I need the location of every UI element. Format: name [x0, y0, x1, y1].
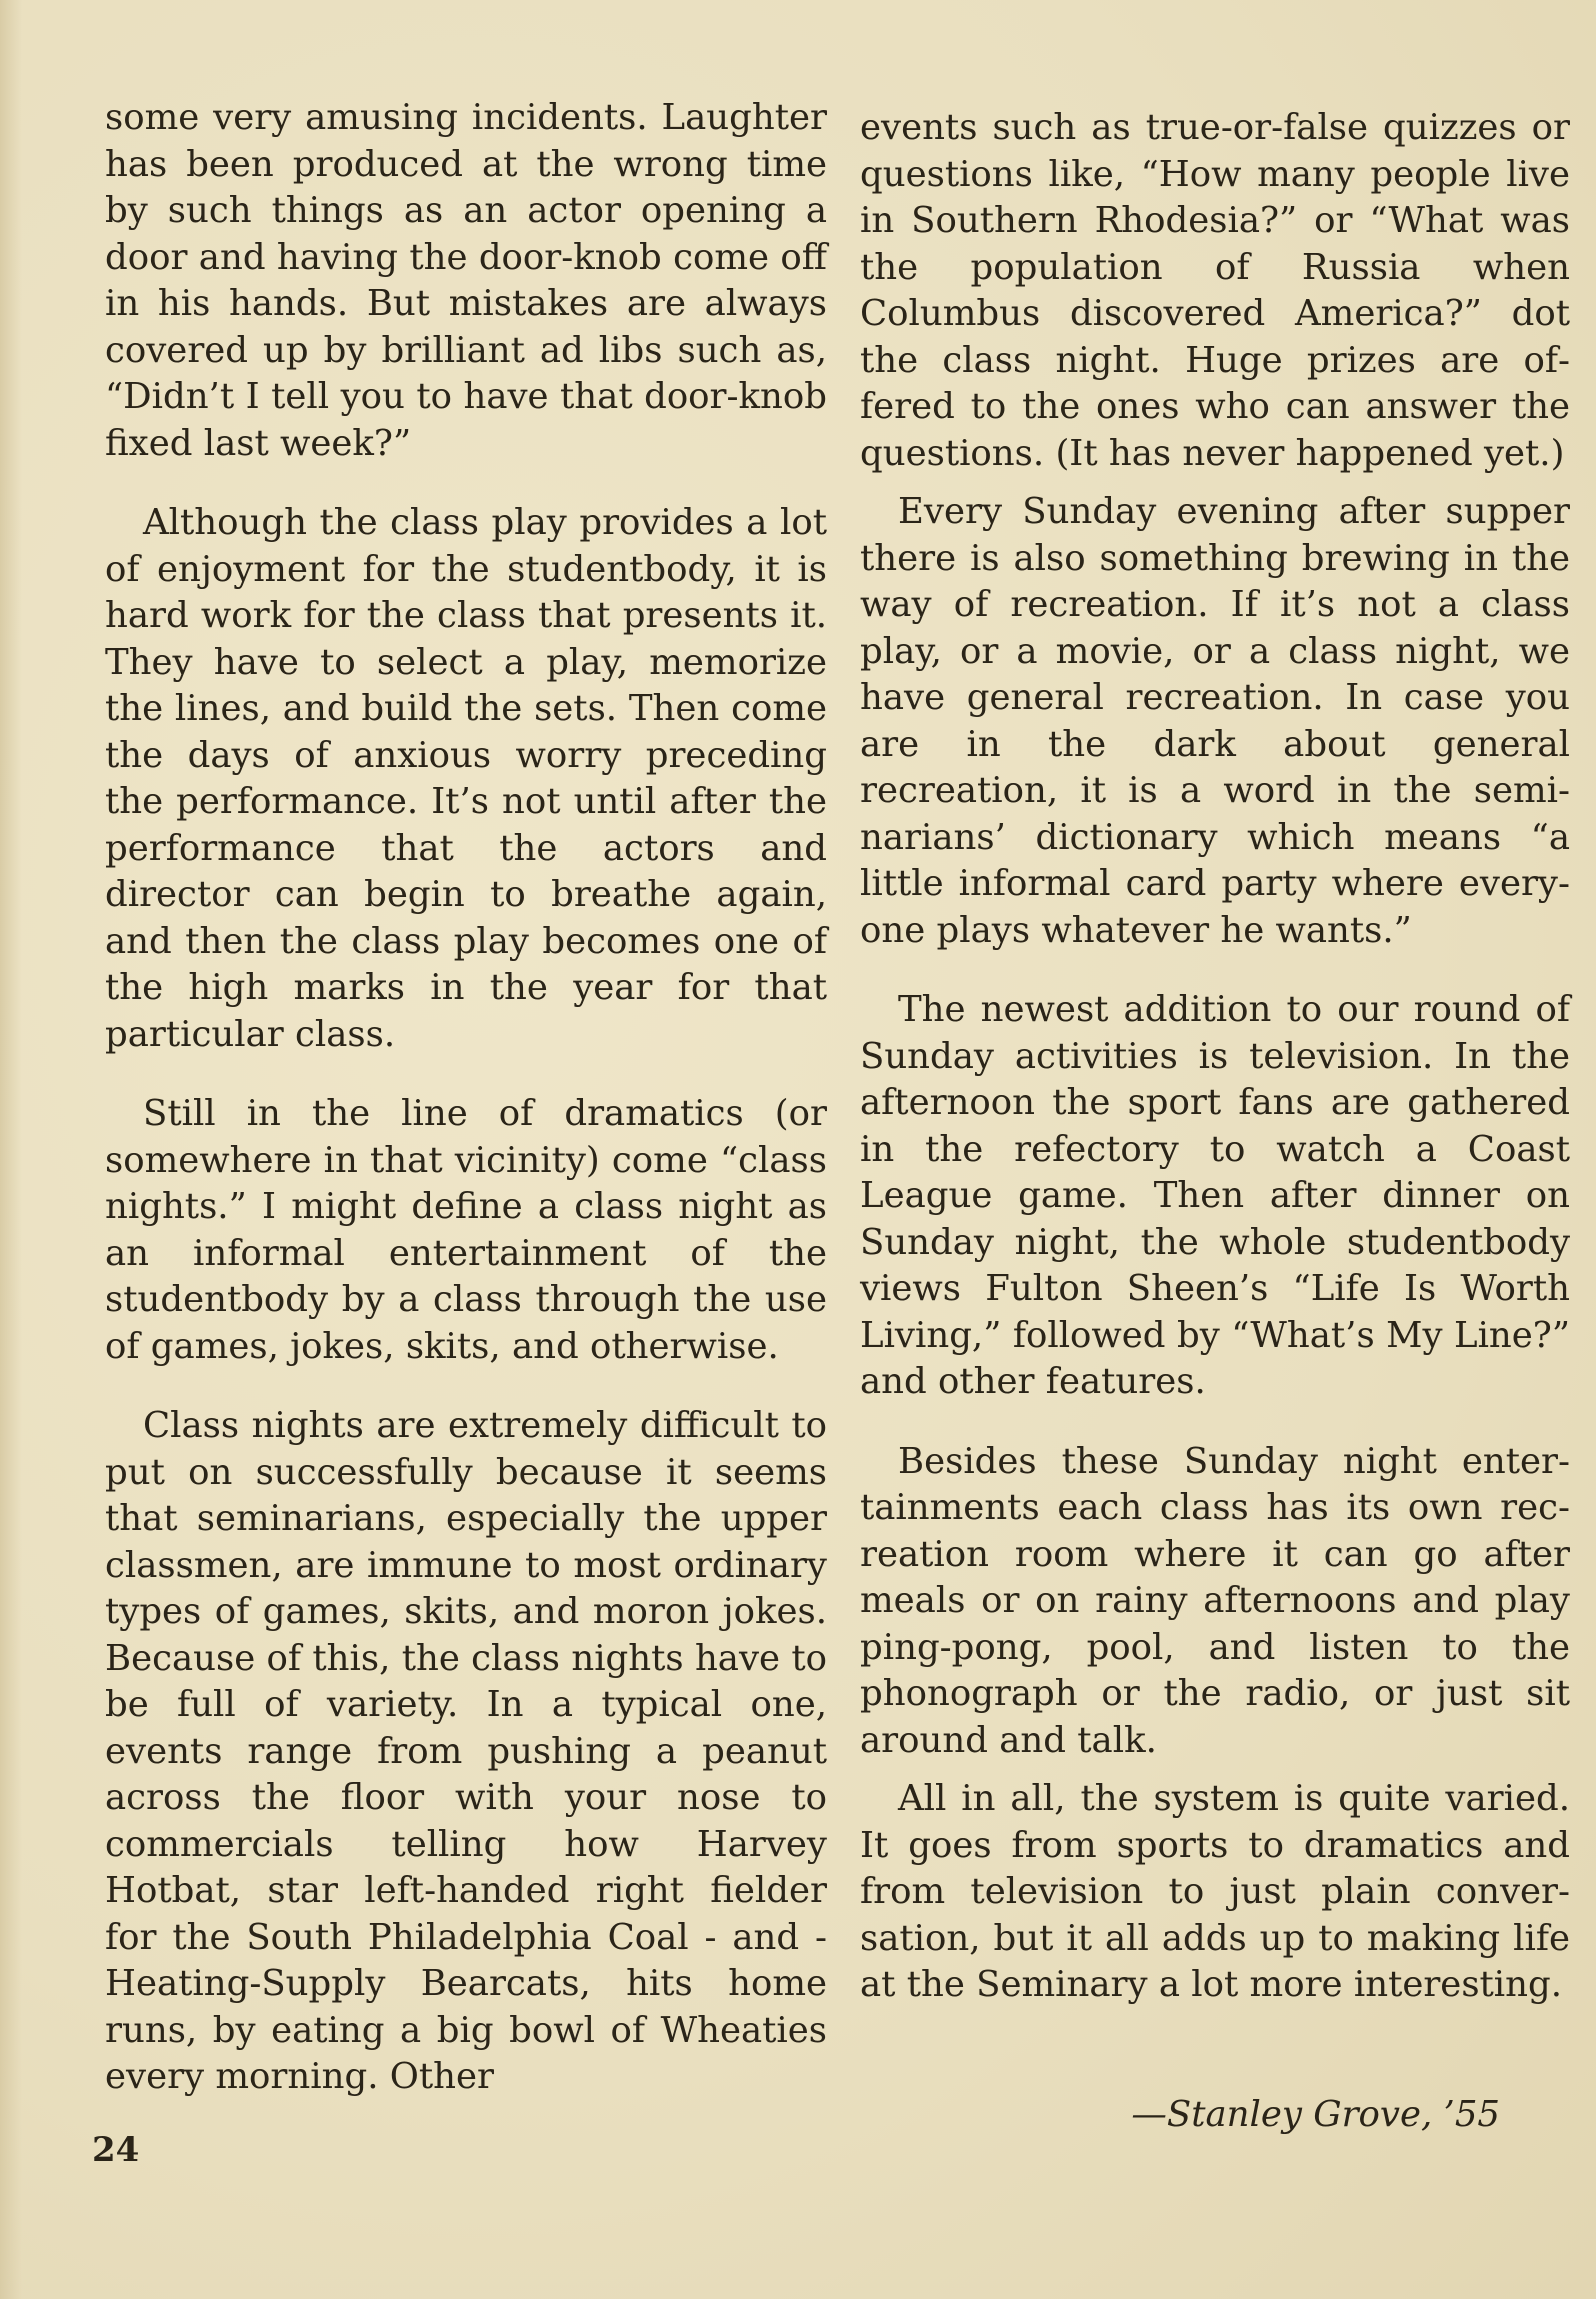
paragraph: Although the class play provides a lot of enjoyment for the studentbody, it is hard work for the class that presents it. They have to select a play, memorize the lines, and build the sets. Then come the days of anxious worry preceding the performance. It’s not until after the performance that the actors and director can begin to breathe again, and then the class play becomes one of the high marks in the year for that particular class.	[105, 502, 827, 1055]
paragraph: some very amusing incidents. Laughter has been produced at the wrong time by such things as an actor opening a door and having the door-knob come off in his hands. But mistakes are always covered up by brilliant ad libs such as, “Didn’t I tell you to have that door-knob fixed last week?”	[105, 97, 827, 464]
paragraph: Class nights are extremely difficult to put on successfully because it seems that seminarians, especially the upper classmen, are immune to most ordinary types of games, skits, and moron jokes. Because of this, the class nights have to be full of variety. In a typical one, events range from pushing a peanut across the floor with your nose to commercials telling how Harvey Hotbat, star left-handed right fielder for the South Philadelphia Coal - and - Heating-Supply Bearcats, hits home runs, by eating a big bowl of Wheaties every morning. Other	[105, 1405, 827, 2097]
paragraph: events such as true-or-false quizzes or questions like, “How many people live in Southern Rhodesia?” or “What was the population of Russia when Columbus discovered America?” dot the class night. Huge prizes are offered to the ones who can answer the questions. (It has never happened yet.)	[860, 107, 1570, 474]
page-edge-shadow	[0, 0, 22, 2299]
paragraph: Still in the line of dramatics (or somewhere in that vicinity) come “class nights.” I might define a class night as an informal entertainment of the studentbody by a class through the use of games, jokes, skits, and otherwise.	[105, 1093, 827, 1367]
paragraph: The newest addition to our round of Sunday activities is television. In the afternoon the sport fans are gathered in the refectory to watch a Coast League game. Then after dinner on Sunday night, the whole studentbody views Fulton Sheen’s “Life Is Worth Living,” followed by “What’s My Line?” and other features.	[860, 989, 1570, 1402]
right-column	[860, 105, 1570, 2042]
page-number: 24	[92, 2130, 140, 2170]
paragraph: Every Sunday evening after supper there is also something brewing in the way of recreation. If it’s not a class play, or a movie, or a class night, we have general recreation. In case you are in the dark about general recreation, it is a word in the seminarians’ dictionary which means “a little informal card party where everyone plays whatever he wants.”	[860, 491, 1570, 951]
paragraph: All in all, the system is quite varied. It goes from sports to dramatics and from television to just plain conversation, but it all adds up to making life at the Seminary a lot more interesting.	[860, 1778, 1570, 2005]
paragraph: Besides these Sunday night entertainments each class has its own recreation room where it can go after meals or on rainy afternoons and play ping-pong, pool, and listen to the phonograph or the radio, or just sit around and talk.	[860, 1440, 1570, 1761]
author-signature: —Stanley Grove, ’55	[1131, 2094, 1500, 2135]
left-column	[105, 95, 827, 2134]
